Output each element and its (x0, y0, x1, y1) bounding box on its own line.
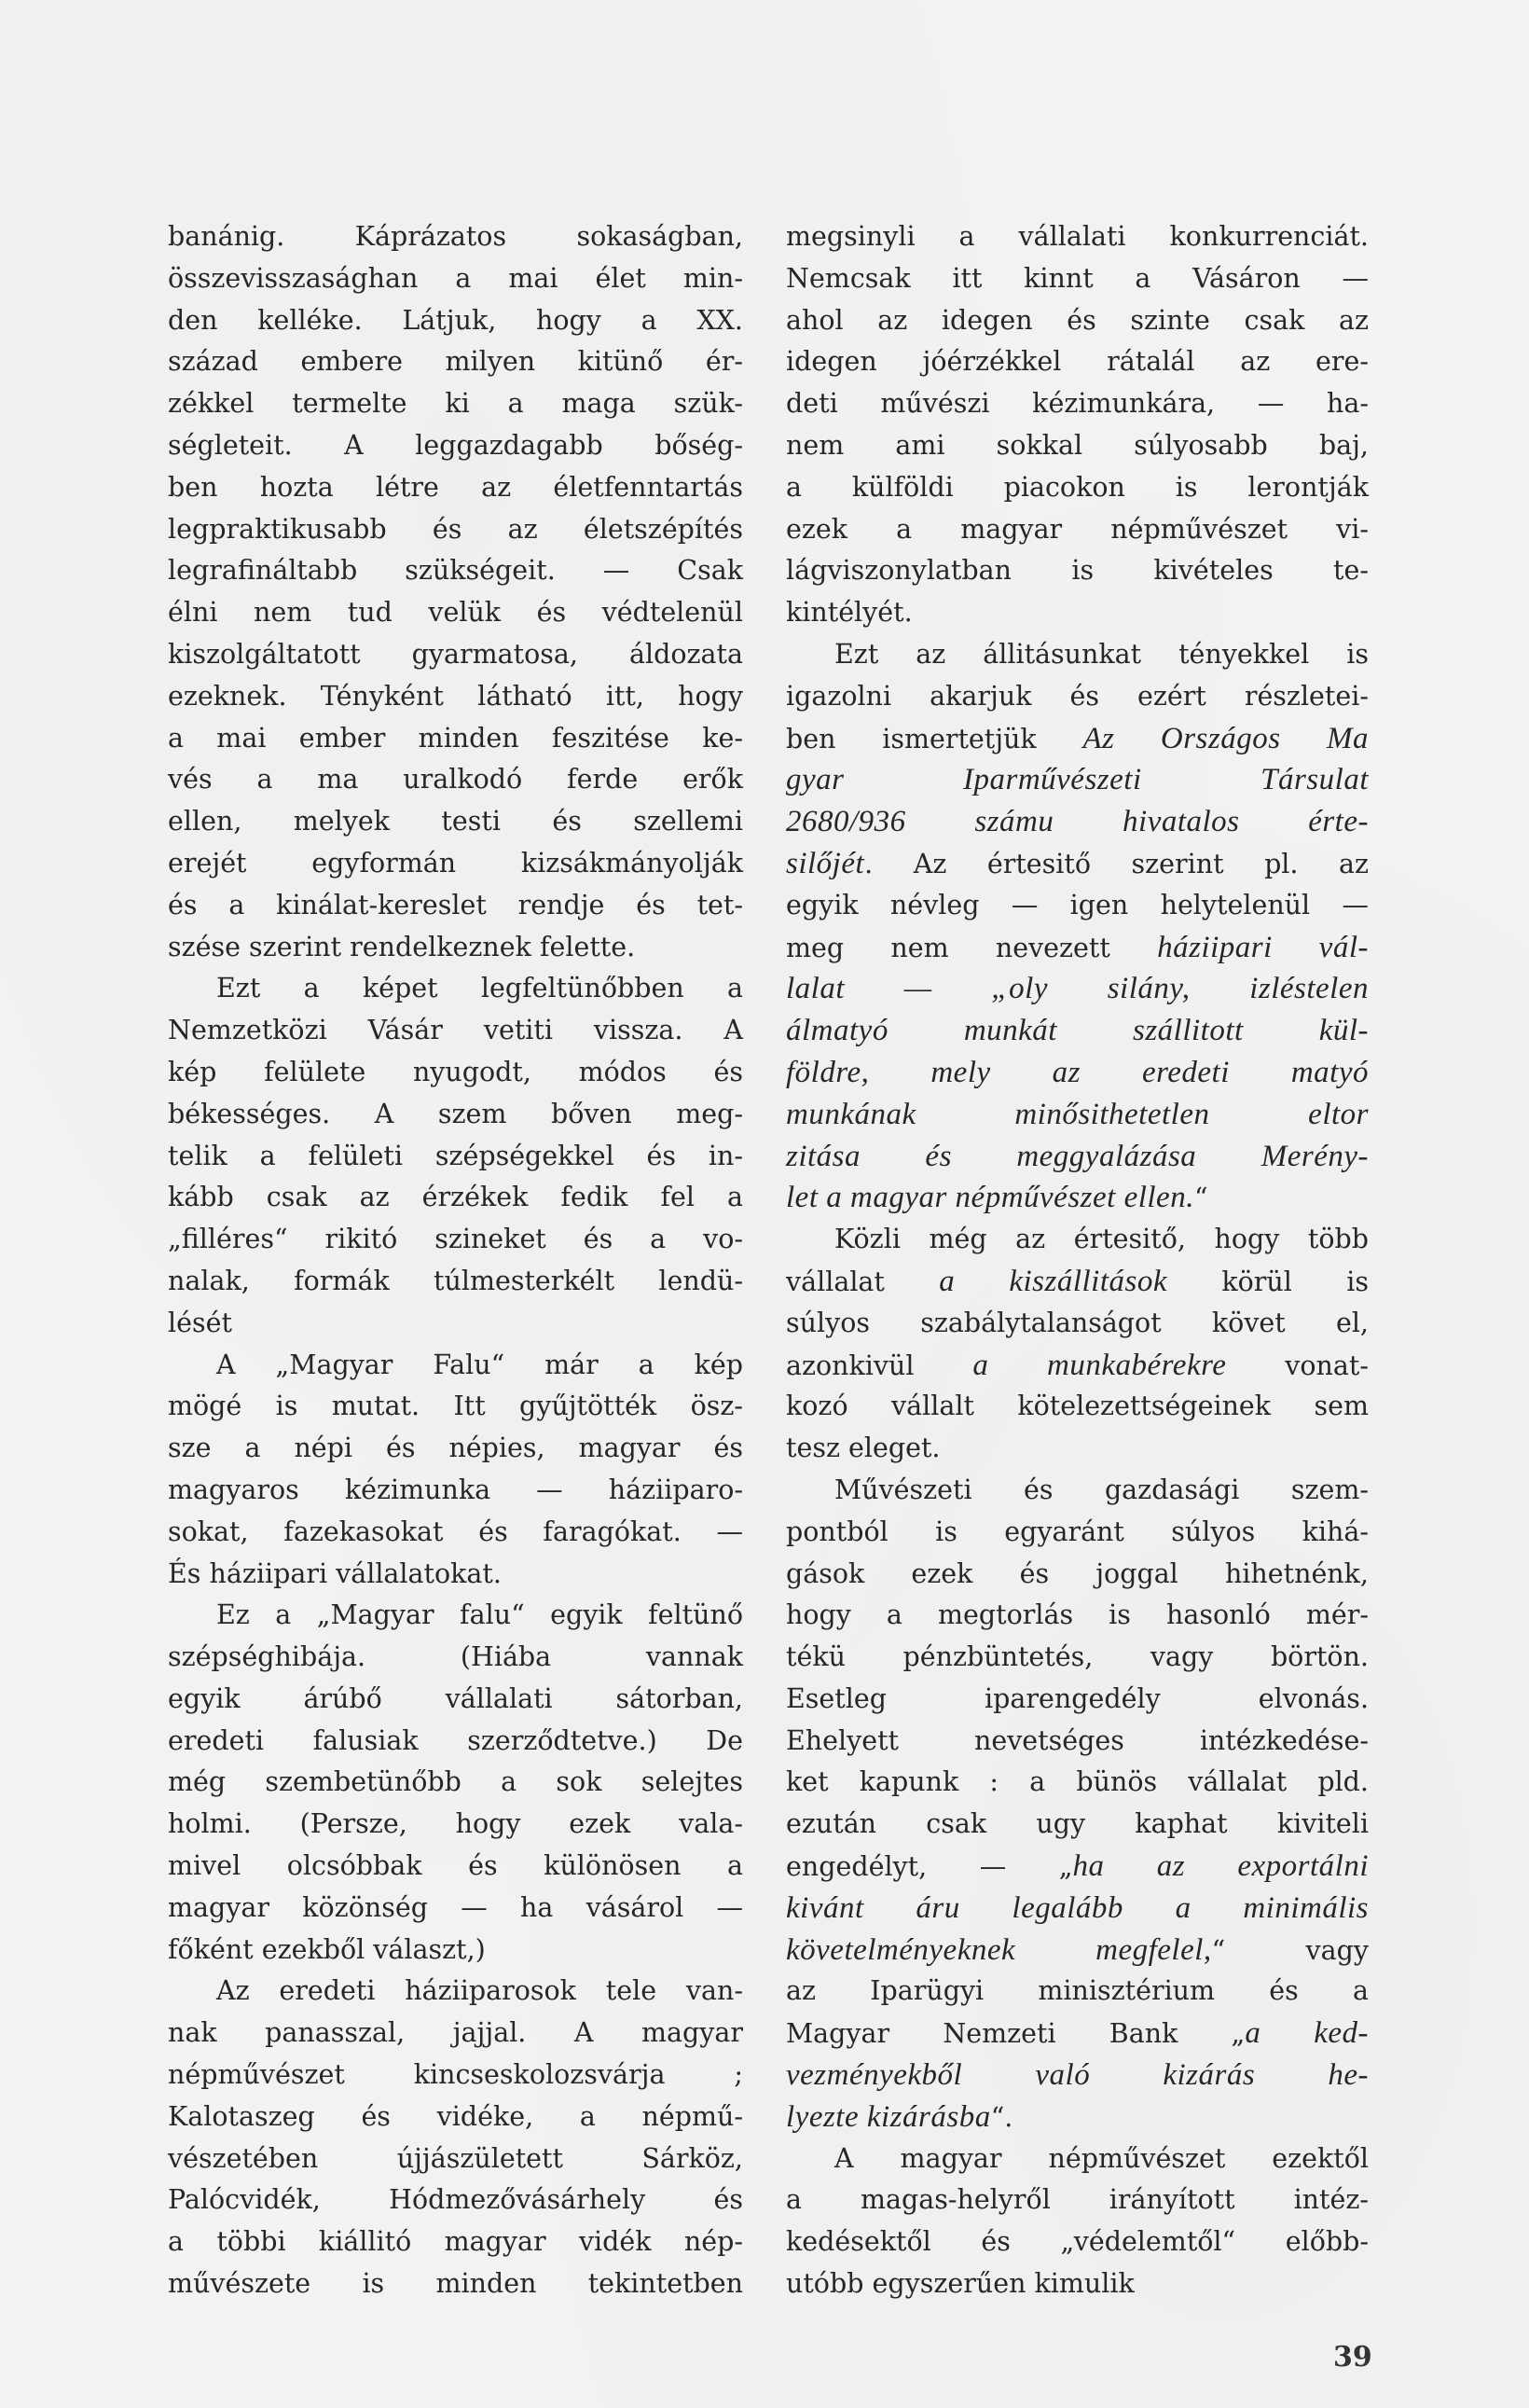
text: kozó vállalt kötelezettségeinek sem (786, 1391, 1369, 1422)
text: hogy a megtorlás is hasonló mér- (786, 1599, 1369, 1631)
text-line (168, 1804, 743, 1846)
text: szépséghibája. (Hiába vannak (168, 1641, 743, 1673)
paragraph (168, 1345, 743, 1596)
text: mivel olcsóbbak és különösen a (168, 1850, 743, 1882)
text: körül is (1166, 1266, 1369, 1297)
text: Ez a „Magyar falu“ egyik feltünő (216, 1599, 743, 1631)
text-line (168, 885, 743, 927)
text-line (168, 634, 743, 676)
text-line (786, 2138, 1369, 2180)
text: kiszolgáltatott gyarmatosa, áldozata (168, 638, 743, 670)
text-line (786, 634, 1369, 676)
text-line (786, 1345, 1369, 1387)
text-line (168, 718, 743, 760)
text: A „Magyar Falu“ már a kép (216, 1349, 743, 1380)
text-line (168, 1846, 743, 1888)
text: főként ezekből választ,) (168, 1933, 486, 1965)
text: ezután csak ugy kaphat kiviteli (786, 1808, 1369, 1840)
text-line (168, 467, 743, 509)
italic-text: munkának minősithetetlen eltor (786, 1097, 1369, 1131)
text: vállalat (786, 1266, 940, 1297)
text-line (168, 383, 743, 425)
text-line (786, 1554, 1369, 1596)
text: a külföldi piacokon is lerontják (786, 471, 1369, 503)
paragraph (168, 216, 743, 968)
text: . Az értesitő szerint pl. az (864, 848, 1369, 879)
text-line (786, 927, 1369, 969)
text: Esetleg iparengedély elvonás. (786, 1682, 1369, 1714)
text: tékü pénzbüntetés, vagy börtön. (786, 1641, 1369, 1673)
italic-text: álmatyó munkát szállitott kül- (786, 1014, 1369, 1048)
text: ben ismertetjük (786, 723, 1083, 754)
text-line (786, 1930, 1369, 1972)
text: Magyar Nemzeti Bank „ (786, 2018, 1246, 2050)
text: igazolni akarjuk és ezért részletei- (786, 680, 1369, 712)
text: a magas-helyről irányított intéz- (786, 2184, 1369, 2216)
text-line (168, 676, 743, 718)
text-line (786, 509, 1369, 551)
text: magyaros kézimunka — háziiparo- (168, 1474, 743, 1505)
text: élni nem tud velük és védtelenül (168, 597, 743, 629)
text-line (168, 1303, 743, 1345)
text-line (786, 1261, 1369, 1303)
text: A magyar népművészet ezektől (834, 2142, 1369, 2174)
text-line (786, 1010, 1369, 1052)
text-line (168, 509, 743, 551)
italic-text: háziipari vál- (1157, 930, 1369, 964)
text-line (786, 1846, 1369, 1888)
text: ellen, melyek testi és szellemi (168, 806, 743, 837)
text: vonat- (1226, 1349, 1369, 1381)
text: den kelléke. Látjuk, hogy a XX. (168, 304, 743, 336)
text: banánig. Káprázatos sokaságban, (168, 221, 743, 252)
text-line (168, 1721, 743, 1763)
italic-text: a kiszállitások (939, 1264, 1167, 1298)
text-line (786, 968, 1369, 1010)
text-line (168, 550, 743, 592)
text-line (168, 425, 743, 467)
text-line (168, 258, 743, 300)
text: magyar közönség — ha vásárol — (168, 1891, 743, 1923)
italic-text: let a magyar népművészet ellen. (786, 1181, 1194, 1215)
text-line (168, 843, 743, 885)
italic-text: a munkabérekre (972, 1348, 1227, 1382)
text-line (786, 2055, 1369, 2097)
italic-text: vezményekből való kizárás he- (786, 2058, 1369, 2093)
text: népművészet kincseskolozsvárja ; (168, 2059, 743, 2091)
text-line (786, 843, 1369, 885)
text: nak panasszal, jajjal. A magyar (168, 2017, 743, 2049)
italic-text: 2680/936 számu hivatalos érte- (786, 805, 1369, 839)
text: lését (168, 1307, 232, 1338)
text-line (786, 801, 1369, 843)
text-line (786, 1094, 1369, 1136)
text-line (168, 1971, 743, 2013)
text-line (786, 1721, 1369, 1763)
page-number: 39 (1333, 2341, 1372, 2373)
text-line (168, 1679, 743, 1721)
italic-text: a ked- (1245, 2016, 1369, 2051)
italic-text: silőjét (786, 846, 865, 880)
text-line (786, 1971, 1369, 2013)
text: tesz eleget. (786, 1432, 941, 1464)
text: Ezt az állitásunkat tényekkel is (834, 638, 1369, 670)
text-line (786, 341, 1369, 383)
text-line (168, 1261, 743, 1303)
text: szése szerint rendelkeznek felette. (168, 931, 636, 962)
text: nem ami sokkal súlyosabb baj, (786, 429, 1369, 461)
text: ezeknek. Tényként látható itt, hogy (168, 680, 743, 712)
italic-text: lalat — „oly silány, izléstelen (786, 972, 1369, 1006)
text-line (168, 1094, 743, 1136)
text: „filléres“ rikitó szineket és a vo- (168, 1224, 743, 1255)
paragraph (786, 1219, 1369, 1470)
text: gások ezek és joggal hihetnénk, (786, 1557, 1369, 1589)
text: a mai ember minden feszitése ke- (168, 722, 743, 754)
text: az Iparügyi minisztérium és a (786, 1975, 1369, 2007)
text: kintélyét. (786, 597, 913, 629)
paragraph (168, 1595, 743, 1971)
text-line (786, 383, 1369, 425)
text-line (168, 1762, 743, 1804)
text-line (786, 2097, 1369, 2138)
text: sokat, fazekasokat és faragókat. — (168, 1515, 743, 1547)
text-line (168, 2138, 743, 2180)
italic-text: lyezte kizárásba (786, 2099, 991, 2134)
italic-text: Az Országos Ma (1082, 721, 1369, 755)
text: vés a ma uralkodó ferde erők (168, 764, 743, 796)
text-line (168, 1136, 743, 1178)
italic-text: követelményeknek megfelel, (786, 1932, 1212, 1967)
text-line (786, 1428, 1369, 1470)
text-line (168, 1930, 743, 1972)
text-line (168, 968, 743, 1010)
text: És háziipari vállalatokat. (168, 1557, 502, 1589)
text-line (168, 1470, 743, 1512)
text-line (168, 592, 743, 634)
text: Nemzetközi Vásár vetiti vissza. A (168, 1015, 743, 1046)
text-line (168, 2263, 743, 2305)
text-line (786, 1177, 1369, 1219)
paragraph (168, 968, 743, 1344)
text: a többi kiállitó magyar vidék nép- (168, 2226, 743, 2258)
paragraph (168, 1971, 743, 2304)
text: még szembetünőbb a sok selejtes (168, 1766, 743, 1798)
text: egyik árúbő vállalati sátorban, (168, 1682, 743, 1714)
text: pontból is egyaránt súlyos kihá- (786, 1515, 1369, 1547)
text-line (786, 759, 1369, 801)
text: Ezt a képet legfeltünőbben a (216, 973, 743, 1004)
text: kép felülete nyugodt, módos és (168, 1056, 743, 1087)
text: lágviszonylatban is kivételes te- (786, 555, 1369, 587)
text: Palócvidék, Hódmezővásárhely és (168, 2184, 743, 2216)
text: telik a felületi szépségekkel és in- (168, 1140, 743, 1171)
text-line (786, 592, 1369, 634)
text-line (168, 1595, 743, 1637)
text: eredeti falusiak szerződtetve.) De (168, 1724, 743, 1756)
text-line (168, 759, 743, 801)
text-line (786, 1804, 1369, 1846)
text: ezek a magyar népművészet vi- (786, 513, 1369, 545)
text: Művészeti és gazdasági szem- (834, 1474, 1369, 1505)
paragraph (786, 216, 1369, 634)
text: “. (990, 2101, 1013, 2133)
text-line (168, 341, 743, 383)
italic-text: ha az exportálni (1072, 1849, 1369, 1884)
text: meg nem nevezett (786, 932, 1158, 963)
text-line (786, 1386, 1369, 1428)
text: nalak, formák túlmesterkélt lendü- (168, 1265, 743, 1296)
text: utóbb egyszerűen kimulik (786, 2268, 1135, 2300)
right-column (786, 216, 1369, 2305)
text-line (168, 1386, 743, 1428)
text: Az eredeti háziiparosok tele van- (216, 1975, 743, 2007)
text: békességes. A szem bőven meg- (168, 1098, 743, 1129)
text: legrafináltabb szükségeit. — Csak (168, 555, 743, 587)
text-line (168, 216, 743, 258)
left-column (168, 216, 743, 2305)
text-line (168, 927, 743, 969)
text-line (168, 2221, 743, 2263)
text: megsinyli a vállalati konkurrenciát. (786, 221, 1369, 252)
text-line (786, 1136, 1369, 1178)
text: összevisszasághan a mai élet min- (168, 262, 743, 294)
text-line (168, 801, 743, 843)
text-line (168, 1219, 743, 1261)
text: vészetében újjászületett Sárköz, (168, 2142, 743, 2174)
text-line (168, 1345, 743, 1387)
text-line (786, 1888, 1369, 1930)
text: erejét egyformán kizsákmányolják (168, 847, 743, 879)
text-line (786, 467, 1369, 509)
paragraph (786, 2138, 1369, 2305)
text: Közli még az értesitő, hogy több (834, 1224, 1369, 1255)
italic-text: zitása és meggyalázása Merény- (786, 1139, 1369, 1173)
text-line (786, 1512, 1369, 1554)
text-line (786, 718, 1369, 760)
text: zékkel termelte ki a maga szük- (168, 388, 743, 420)
text-line (786, 1637, 1369, 1679)
text: súlyos szabálytalanságot követ el, (786, 1307, 1369, 1338)
text: kedésektől és „védelemtől“ előbb- (786, 2226, 1369, 2258)
text-line (168, 1512, 743, 1554)
text-line (786, 676, 1369, 718)
text-line (168, 2055, 743, 2097)
text: Ehelyett nevetséges intézkedése- (786, 1724, 1369, 1756)
text-line (168, 1010, 743, 1052)
text: ségleteit. A leggazdagabb bőség- (168, 429, 743, 461)
text-line (786, 1052, 1369, 1094)
text: kább csak az érzékek fedik fel a (168, 1182, 743, 1213)
text: ben hozta létre az életfenntartás (168, 471, 743, 503)
text: holmi. (Persze, hogy ezek vala- (168, 1808, 743, 1840)
text-line (168, 2013, 743, 2055)
text-line (786, 2180, 1369, 2221)
text-line (168, 1177, 743, 1219)
text-line (786, 1470, 1369, 1512)
text: azonkivül (786, 1349, 973, 1381)
text-line (786, 2263, 1369, 2305)
text-line (168, 1888, 743, 1930)
paragraph (786, 634, 1369, 1219)
text-line (168, 1637, 743, 1679)
text-line (786, 2221, 1369, 2263)
text-line (786, 885, 1369, 927)
text-line (168, 300, 743, 342)
text: század embere milyen kitünő ér- (168, 346, 743, 378)
text: mögé is mutat. Itt gyűjtötték ösz- (168, 1391, 743, 1422)
text-line (786, 425, 1369, 467)
text-line (786, 216, 1369, 258)
text: engedélyt, — „ (786, 1851, 1073, 1883)
text-line (786, 550, 1369, 592)
text: idegen jóérzékkel rátalál az ere- (786, 346, 1369, 378)
text-line (786, 1762, 1369, 1804)
italic-text: földre, mely az eredeti matyó (786, 1055, 1369, 1089)
text: Kalotaszeg és vidéke, a népmű- (168, 2100, 743, 2132)
text-line (786, 1219, 1369, 1261)
text-line (786, 300, 1369, 342)
text-line (786, 258, 1369, 300)
text-line (786, 1679, 1369, 1721)
paragraph (786, 1470, 1369, 2138)
text-line (168, 1052, 743, 1094)
text: “ (1193, 1183, 1208, 1214)
text-line (168, 2180, 743, 2221)
italic-text: kivánt áru legalább a minimális (786, 1890, 1369, 1925)
text: deti művészi kézimunkára, — ha- (786, 388, 1369, 420)
text: legpraktikusabb és az életszépítés (168, 513, 743, 545)
italic-text: gyar Iparművészeti Társulat (786, 763, 1369, 797)
text: művészete is minden tekintetben (168, 2268, 743, 2300)
text: Nemcsak itt kinnt a Vásáron — (786, 262, 1369, 294)
text: sze a népi és népies, magyar és (168, 1432, 743, 1464)
text-line (786, 1595, 1369, 1637)
text-line (168, 1428, 743, 1470)
text-line (786, 1303, 1369, 1345)
text: ket kapunk : a bünös vállalat pld. (786, 1766, 1369, 1798)
text-line (168, 2097, 743, 2138)
text: és a kinálat-kereslet rendje és tet- (168, 889, 743, 920)
text-line (786, 2013, 1369, 2055)
text: “ vagy (1211, 1934, 1369, 1966)
text-line (168, 1554, 743, 1596)
text: egyik névleg — igen helytelenül — (786, 889, 1369, 920)
text: ahol az idegen és szinte csak az (786, 304, 1369, 336)
